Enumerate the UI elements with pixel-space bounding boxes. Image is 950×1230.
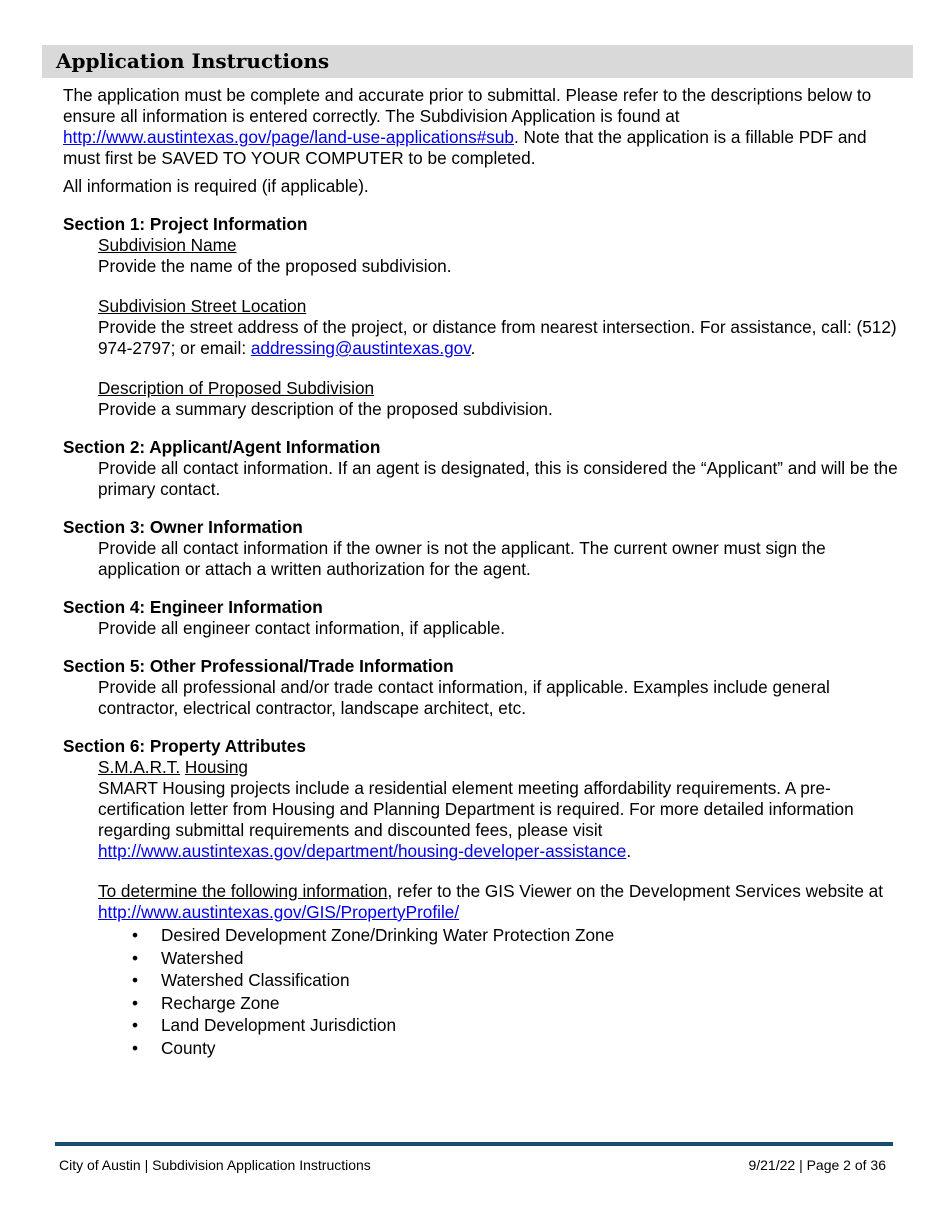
housing-developer-link[interactable]: http://www.austintexas.gov/department/housing-developer-assistance bbox=[98, 841, 627, 861]
section-5-heading: Section 5: Other Professional/Trade Information bbox=[63, 656, 454, 676]
smart-housing-heading: S.M.A.R.T. Housing bbox=[98, 757, 248, 777]
street-location-heading: Subdivision Street Location bbox=[98, 296, 307, 316]
intro-paragraph bbox=[63, 85, 908, 169]
section-1 bbox=[63, 214, 908, 420]
section-4-heading: Section 4: Engineer Information bbox=[63, 597, 323, 617]
gis-paragraph: To determine the following information, refer to the GIS Viewer on the Development Services website at http://www.austintexas.gov/GIS/PropertyProfile/ bbox=[98, 881, 883, 922]
subdivision-name-text: Provide the name of the proposed subdivision. bbox=[98, 256, 452, 276]
intro-text: The application must be complete and accurate prior to submittal. Please refer to the descriptions below to ensure all information is entered correctly. The Subdivision Application is found at bbox=[63, 85, 872, 126]
section-3-text: Provide all contact information if the owner is not the applicant. The current owner must sign the application or attach a written authorization for the agent. bbox=[98, 538, 826, 579]
section-4-text: Provide all engineer contact information, if applicable. bbox=[98, 618, 506, 638]
section-3 bbox=[63, 517, 908, 580]
section-2-heading: Section 2: Applicant/Agent Information bbox=[63, 437, 381, 457]
section-1-heading: Section 1: Project Information bbox=[63, 214, 308, 234]
bullet-icon: • bbox=[132, 970, 139, 991]
section-4 bbox=[63, 597, 908, 639]
description-text: Provide a summary description of the proposed subdivision. bbox=[98, 399, 553, 419]
page-title: Application Instructions bbox=[42, 45, 913, 78]
section-3-heading: Section 3: Owner Information bbox=[63, 517, 303, 537]
bullet-icon: • bbox=[132, 1015, 139, 1036]
instructions-body bbox=[63, 85, 908, 1060]
land-use-applications-link[interactable]: http://www.austintexas.gov/page/land-use-applications#sub bbox=[63, 127, 514, 147]
list-item: • Land Development Jurisdiction bbox=[132, 1015, 397, 1036]
intro-text-end: . Note that the application is a fillable PDF and must first be SAVED TO YOUR COMPUTER to be completed. bbox=[63, 127, 867, 168]
list-item: • Watershed Classification bbox=[132, 970, 350, 991]
footer-page-info: 9/21/22 | Page 2 of 36 bbox=[748, 1157, 886, 1173]
bullet-icon: • bbox=[132, 992, 139, 1013]
list-item: • Watershed bbox=[132, 947, 244, 968]
gis-property-profile-link[interactable]: http://www.austintexas.gov/GIS/PropertyProfile/ bbox=[98, 902, 460, 922]
subdivision-name-heading: Subdivision Name bbox=[98, 235, 237, 255]
section-5-text: Provide all professional and/or trade contact information, if applicable. Examples include general contractor, electrical contractor, landscape architect, etc. bbox=[98, 677, 830, 718]
bullet-icon: • bbox=[132, 925, 139, 945]
bullet-icon: • bbox=[132, 1037, 139, 1058]
section-6 bbox=[63, 736, 908, 1060]
street-location-text: Provide the street address of the project, or distance from nearest intersection. For assistance, call: (512) 974-2797; or email: addressing@austintexas.gov. bbox=[98, 317, 897, 358]
section-2 bbox=[63, 437, 908, 500]
section-5 bbox=[63, 656, 908, 719]
description-heading: Description of Proposed Subdivision bbox=[98, 378, 375, 398]
smart-housing-text: SMART Housing projects include a residential element meeting affordability requirements. A pre-certification letter from Housing and Planning Department is required. For more detailed information regarding submittal requirements and discounted fees, please visit http://www.austintexas.gov/department/housing-developer-assistance. bbox=[98, 778, 854, 861]
section-6-heading: Section 6: Property Attributes bbox=[63, 736, 306, 756]
list-item: • Desired Development Zone/Drinking Water Protection Zone bbox=[132, 925, 615, 945]
list-item: • County bbox=[132, 1037, 216, 1058]
bullet-icon: • bbox=[132, 947, 139, 968]
addressing-email-link[interactable]: addressing@austintexas.gov bbox=[250, 338, 471, 358]
footer-document-title: City of Austin | Subdivision Application Instructions bbox=[59, 1157, 371, 1173]
footer-divider bbox=[55, 1142, 893, 1146]
list-item: • Recharge Zone bbox=[132, 992, 280, 1013]
property-attributes-list bbox=[63, 924, 908, 1060]
required-note: All information is required (if applicable). bbox=[63, 176, 369, 196]
section-2-text: Provide all contact information. If an agent is designated, this is considered the “Applicant” and will be the primary contact. bbox=[98, 458, 898, 499]
